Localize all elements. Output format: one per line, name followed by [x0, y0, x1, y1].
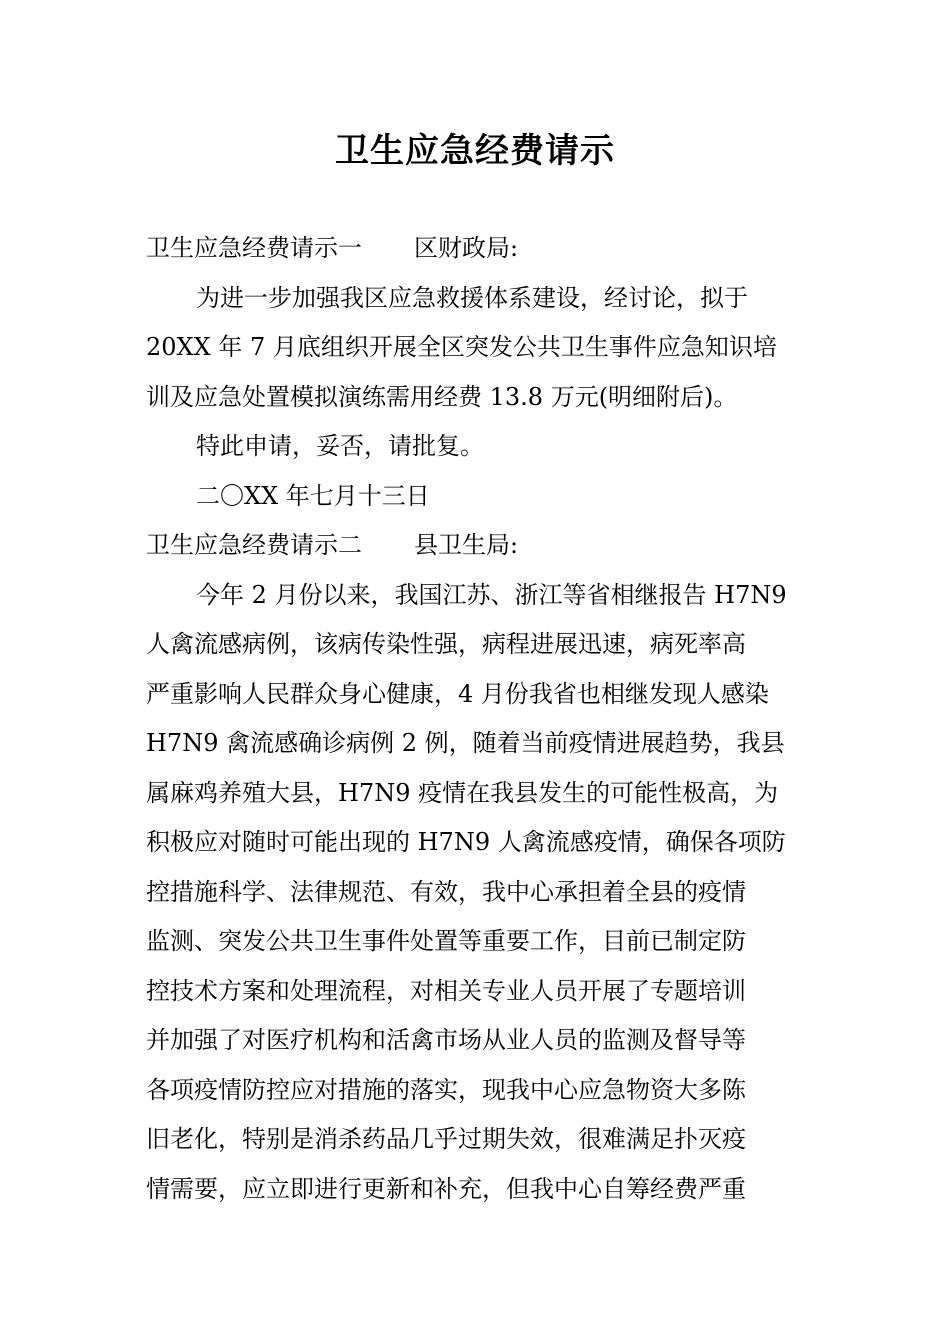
document-title: 卫生应急经费请示	[335, 131, 615, 171]
section2-body-line: 旧老化，特别是消杀药品几乎过期失效，很难满足扑灭疫	[146, 1125, 746, 1153]
section2-body-line: 严重影响人民群众身心健康，4 月份我省也相继发现人感染	[146, 679, 769, 708]
section2-body-line: 监测、突发公共卫生事件处置等重要工作，目前已制定防	[146, 927, 746, 955]
section1-body-line: 训及应急处置模拟演练需用经费 13.8 万元(明细附后)。	[146, 382, 738, 411]
section1-heading-line	[146, 224, 810, 274]
section2-heading: 卫生应急经费请示二	[146, 531, 362, 559]
section2-body-line: 属麻鸡养殖大县，H7N9 疫情在我县发生的可能性极高，为	[146, 778, 779, 807]
section1-body-line: 20XX 年 7 月底组织开展全区突发公共卫生事件应急知识培	[146, 333, 777, 361]
section2-body-line: 人禽流感病例，该病传染性强，病程进展迅速，病死率高	[146, 630, 746, 658]
section2-heading-line	[146, 521, 810, 571]
document-body	[146, 224, 810, 1214]
section2-body-line: 积极应对随时可能出现的 H7N9 人禽流感疫情，确保各项防	[146, 828, 786, 856]
section1-request: 特此申请，妥否，请批复。	[196, 432, 484, 460]
section2-body-line: 控技术方案和处理流程，对相关专业人员开展了专题培训	[146, 976, 746, 1005]
section2-body-line: 情需要，应立即进行更新和补充，但我中心自筹经费严重	[146, 1174, 746, 1203]
section1-date: 二〇XX 年七月十三日	[196, 481, 430, 510]
section2-body-line: 各项疫情防控应对措施的落实，现我中心应急物资大多陈	[146, 1075, 746, 1104]
section2-addressee: 县卫生局:	[414, 531, 519, 559]
section2-body-line: 控措施科学、法律规范、有效，我中心承担着全县的疫情	[146, 877, 746, 906]
section1-body-line: 为进一步加强我区应急救援体系建设，经讨论，拟于	[196, 283, 748, 312]
section2-body-line: H7N9 禽流感确诊病例 2 例，随着当前疫情进展趋势，我县	[146, 729, 785, 757]
section1-heading: 卫生应急经费请示一	[146, 234, 362, 262]
section1-addressee: 区财政局:	[414, 234, 519, 262]
section2-body-line: 并加强了对医疗机构和活禽市场从业人员的监测及督导等	[146, 1026, 746, 1054]
section2-body-line: 今年 2 月份以来，我国江苏、浙江等省相继报告 H7N9	[196, 580, 787, 609]
